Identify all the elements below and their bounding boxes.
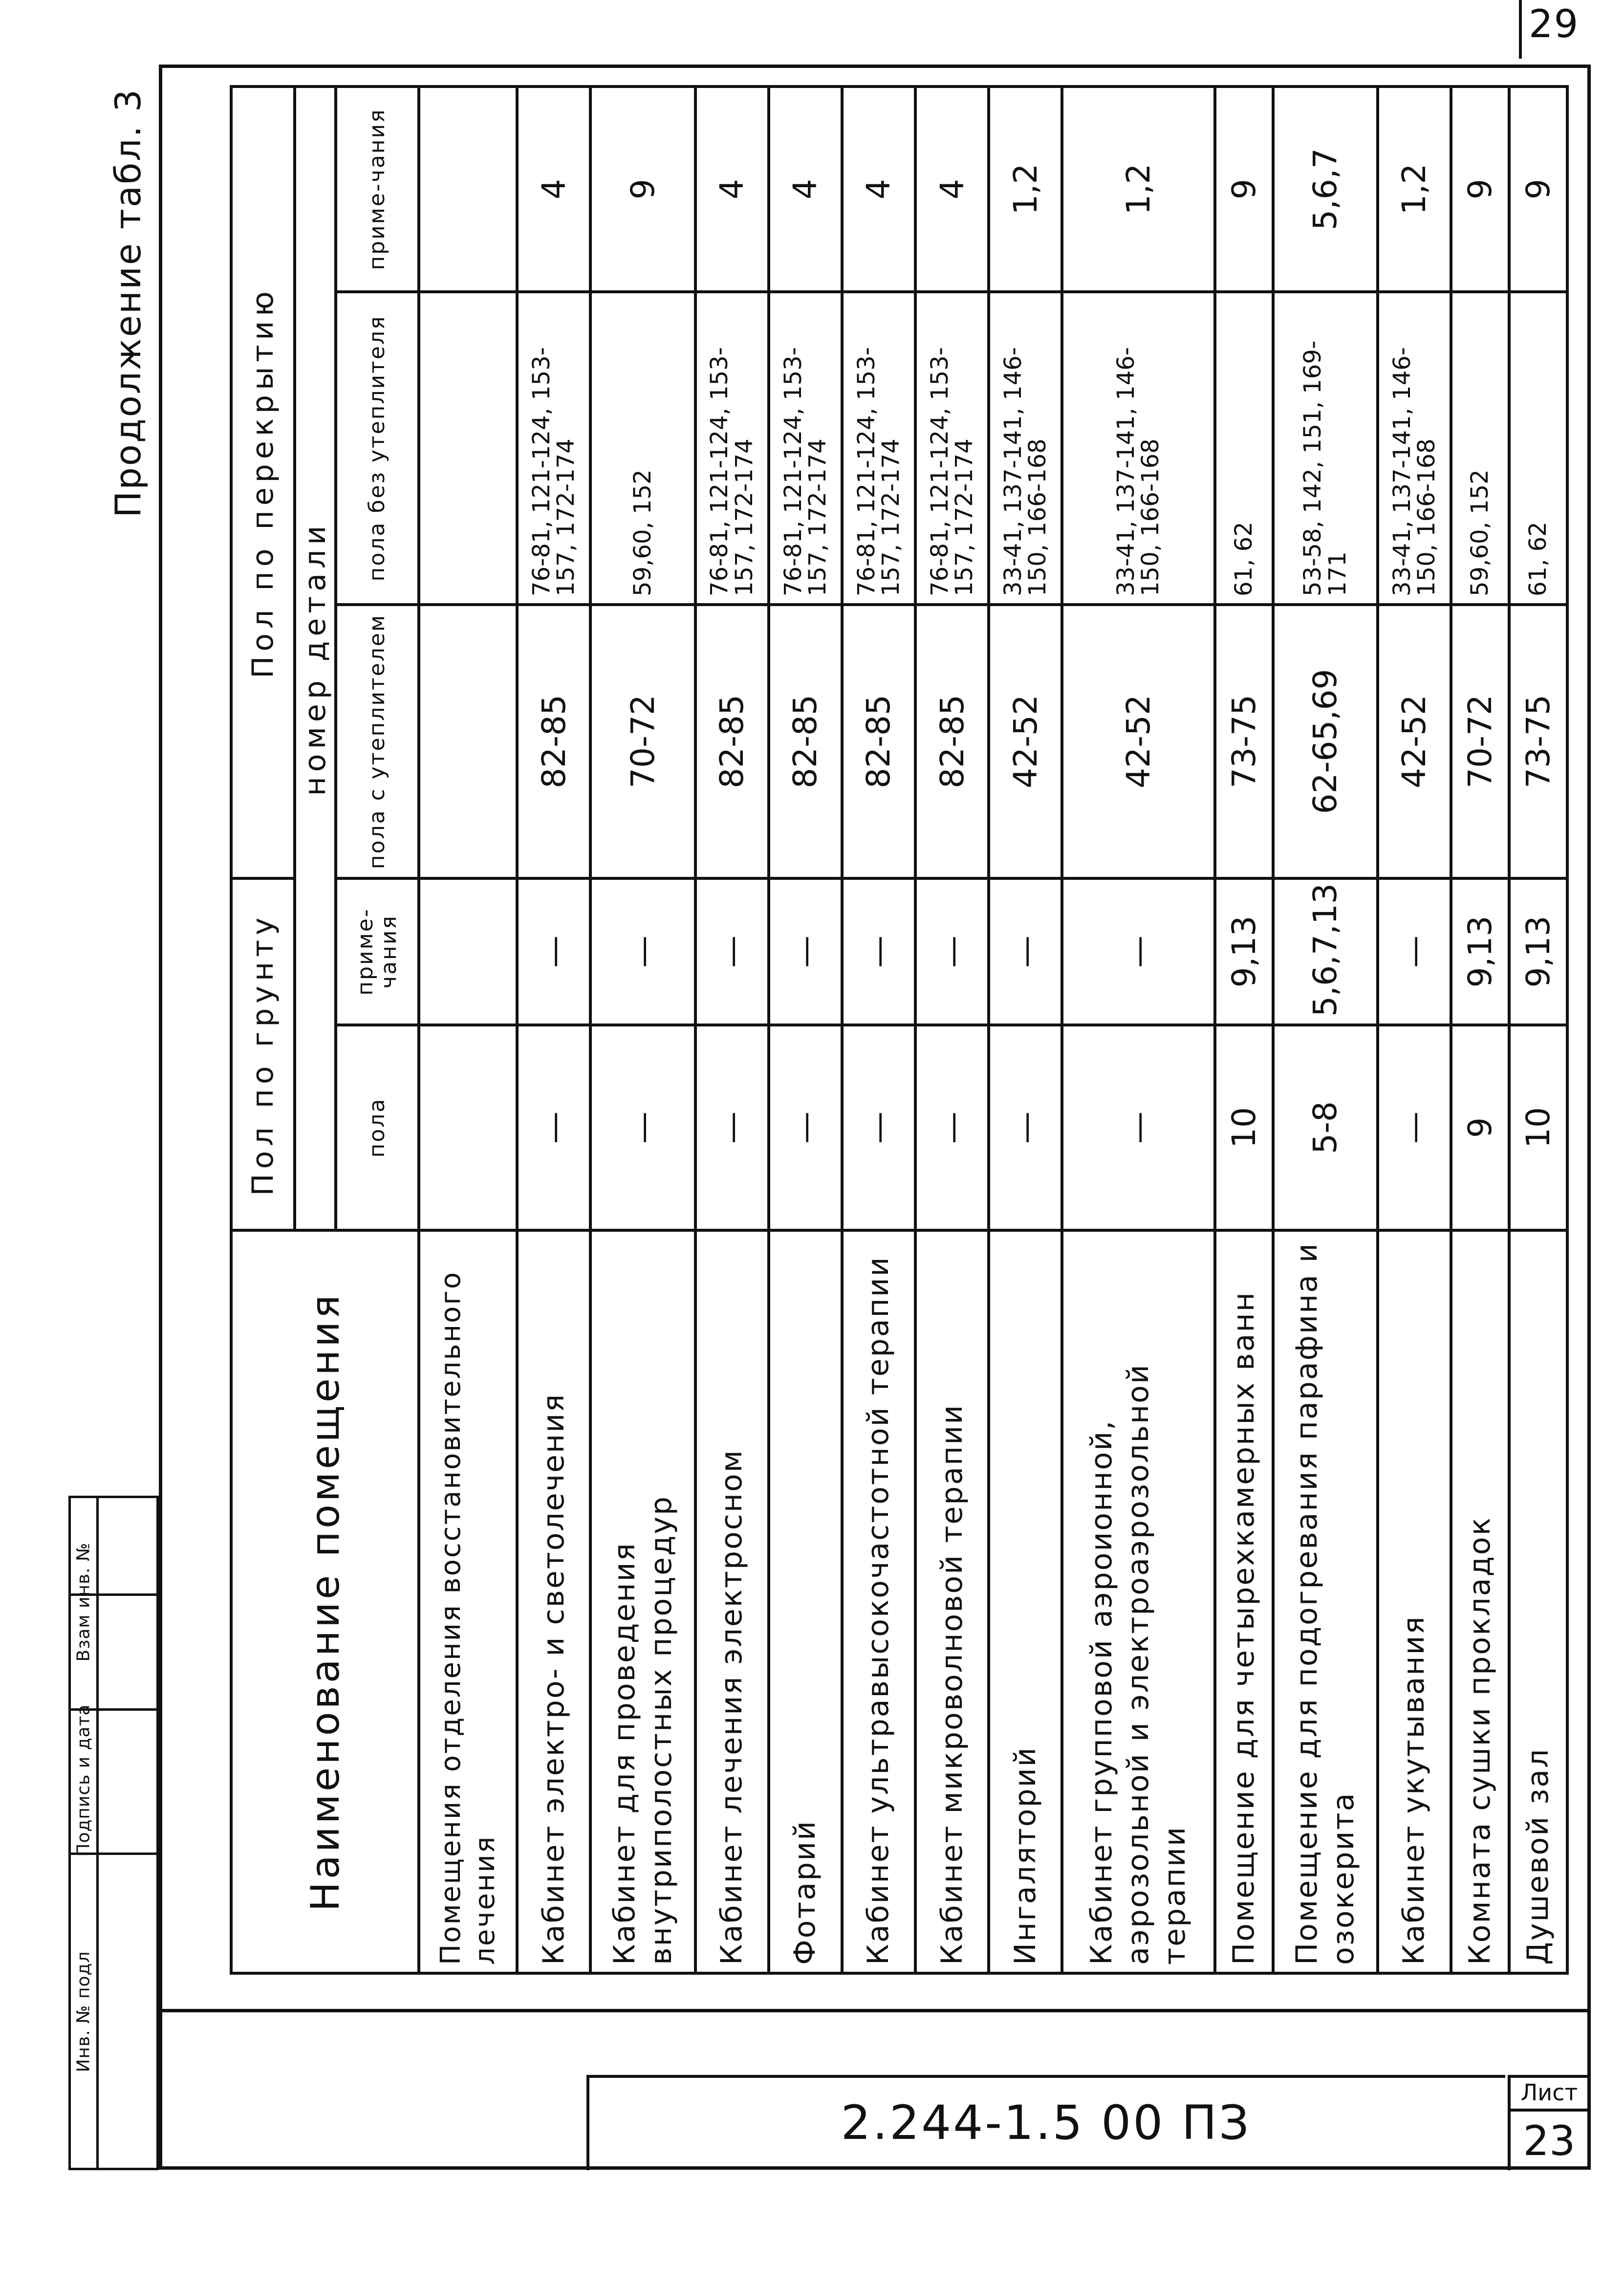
ground-notes-cell: 5,6,7,13: [1273, 878, 1378, 1025]
slab-notes-cell: [419, 87, 517, 292]
sheet-number: 23: [1523, 2117, 1576, 2165]
ground-notes-cell: —: [695, 878, 769, 1025]
room-name-cell: Кабинет укутывания: [1378, 1230, 1451, 1973]
slab-notes-cell: 4: [517, 87, 590, 292]
header-room-name: Наименование помещения: [231, 1230, 419, 1973]
table-row: [419, 87, 517, 1973]
slab-notes-cell: 9: [1215, 87, 1273, 292]
header-slab-floor: Пол по перекрытию: [231, 87, 295, 878]
ground-notes-cell: [419, 878, 517, 1025]
ground-notes-cell: —: [769, 878, 842, 1025]
ground-floor-cell: 9: [1451, 1025, 1509, 1230]
ground-notes-cell: 9,13: [1215, 878, 1273, 1025]
page-number-rule: [1519, 0, 1522, 59]
slab-notes-cell: 1,2: [1062, 87, 1214, 292]
table-row: [517, 87, 590, 1973]
with-insulation-cell: 70-72: [1451, 605, 1509, 878]
room-name-cell: Кабинет ультравысокочастотной терапии: [842, 1230, 915, 1973]
ground-floor-cell: —: [695, 1025, 769, 1230]
frame-divider: [159, 2009, 1591, 2012]
with-insulation-cell: 42-52: [989, 605, 1062, 878]
ground-floor-cell: —: [1062, 1025, 1214, 1230]
ground-notes-cell: —: [517, 878, 590, 1025]
ground-floor-cell: —: [769, 1025, 842, 1230]
room-name-cell: Помещение для подогревания парафина и озокерита: [1273, 1230, 1378, 1973]
with-insulation-cell: 82-85: [517, 605, 590, 878]
header-with-insulation: пола с утеплителем: [336, 605, 419, 878]
without-insulation-cell: 76-81, 121-124, 153-157, 172-174: [915, 292, 989, 605]
stamp-field-inv-no: Инв. № подл: [73, 1951, 94, 2072]
page-number: 29: [1529, 2, 1580, 46]
room-name-cell: Кабинет электро- и светолечения: [517, 1230, 590, 1973]
without-insulation-cell: 59,60, 152: [1451, 292, 1509, 605]
slab-notes-cell: 5,6,7: [1273, 87, 1378, 292]
header-without-insulation: пола без утеплителя: [336, 292, 419, 605]
rotated-table-block: [108, 88, 1569, 1975]
without-insulation-cell: 76-81, 121-124, 153-157, 172-174: [842, 292, 915, 605]
room-name-cell: Помещение для четырехкамерных ванн: [1215, 1230, 1273, 1973]
slab-notes-cell: 4: [769, 87, 842, 292]
slab-notes-cell: 4: [915, 87, 989, 292]
with-insulation-cell: 42-52: [1062, 605, 1214, 878]
header-detail-number: номер детали: [295, 87, 336, 1230]
stamp-field-signature: Подпись и дата: [73, 1704, 94, 1857]
table-row: [915, 87, 989, 1973]
ground-notes-cell: —: [842, 878, 915, 1025]
without-insulation-cell: 76-81, 121-124, 153-157, 172-174: [517, 292, 590, 605]
room-name-cell: Ингаляторий: [989, 1230, 1062, 1973]
with-insulation-cell: 70-72: [590, 605, 695, 878]
ground-floor-cell: 10: [1215, 1025, 1273, 1230]
table-row: [769, 87, 842, 1973]
ground-notes-cell: —: [989, 878, 1062, 1025]
table-row: [1215, 87, 1273, 1973]
table-row: [989, 87, 1062, 1973]
ground-notes-cell: 9,13: [1451, 878, 1509, 1025]
table-row: [590, 87, 695, 1973]
slab-notes-cell: 1,2: [989, 87, 1062, 292]
without-insulation-cell: [419, 292, 517, 605]
with-insulation-cell: 42-52: [1378, 605, 1451, 878]
header-ground-floor: Пол по грунту: [231, 878, 295, 1230]
with-insulation-cell: 73-75: [1509, 605, 1567, 878]
without-insulation-cell: 33-41, 137-141, 146-150, 166-168: [1378, 292, 1451, 605]
room-name-cell: Кабинет групповой аэроионной, аэрозольной и электроаэрозольной терапии: [1062, 1230, 1214, 1973]
without-insulation-cell: 61, 62: [1509, 292, 1567, 605]
ground-floor-cell: 10: [1509, 1025, 1567, 1230]
stamp-field-replacement: Взам инв. №: [73, 1542, 94, 1662]
document-code: 2.244-1.5 00 ПЗ: [841, 2095, 1251, 2150]
table-row: [1509, 87, 1567, 1973]
without-insulation-cell: 61, 62: [1215, 292, 1273, 605]
without-insulation-cell: 59,60, 152: [590, 292, 695, 605]
ground-notes-cell: 9,13: [1509, 878, 1567, 1025]
room-name-cell: Комната сушки прокладок: [1451, 1230, 1509, 1973]
with-insulation-cell: 73-75: [1215, 605, 1273, 878]
room-name-cell: Кабинет микроволновой терапии: [915, 1230, 989, 1973]
table-row: [1378, 87, 1451, 1973]
ground-floor-cell: —: [989, 1025, 1062, 1230]
ground-floor-cell: —: [915, 1025, 989, 1230]
table-row: [1062, 87, 1214, 1973]
without-insulation-cell: 53-58, 142, 151, 169-171: [1273, 292, 1378, 605]
ground-floor-cell: —: [517, 1025, 590, 1230]
ground-notes-cell: —: [590, 878, 695, 1025]
slab-notes-cell: 4: [842, 87, 915, 292]
slab-notes-cell: 9: [1451, 87, 1509, 292]
room-name-cell: Кабинет для проведения внутриполостных процедур: [590, 1230, 695, 1973]
with-insulation-cell: 82-85: [695, 605, 769, 878]
slab-notes-cell: 1,2: [1378, 87, 1451, 292]
header-slab-notes: приме-чания: [336, 87, 419, 292]
sheet-label: Лист: [1508, 2075, 1591, 2112]
header-floor: пола: [336, 1025, 419, 1230]
room-name-cell: Фотарий: [769, 1230, 842, 1973]
table-row: [842, 87, 915, 1973]
floors-table: [230, 85, 1569, 1975]
without-insulation-cell: 33-41, 137-141, 146-150, 166-168: [1062, 292, 1214, 605]
ground-notes-cell: —: [915, 878, 989, 1025]
ground-floor-cell: —: [590, 1025, 695, 1230]
without-insulation-cell: 76-81, 121-124, 153-157, 172-174: [769, 292, 842, 605]
with-insulation-cell: [419, 605, 517, 878]
room-name-cell: Душевой зал: [1509, 1230, 1567, 1973]
with-insulation-cell: 82-85: [842, 605, 915, 878]
with-insulation-cell: 82-85: [915, 605, 989, 878]
room-name-cell: Кабинет лечения электросном: [695, 1230, 769, 1973]
room-name-cell: Помещения отделения восстановительного лечения: [419, 1230, 517, 1973]
slab-notes-cell: 9: [1509, 87, 1567, 292]
with-insulation-cell: 82-85: [769, 605, 842, 878]
table-row: [1451, 87, 1509, 1973]
ground-floor-cell: [419, 1025, 517, 1230]
header-ground-notes: приме-чания: [336, 878, 419, 1025]
without-insulation-cell: 76-81, 121-124, 153-157, 172-174: [695, 292, 769, 605]
slab-notes-cell: 9: [590, 87, 695, 292]
table-row: [1273, 87, 1378, 1973]
ground-notes-cell: —: [1062, 878, 1214, 1025]
with-insulation-cell: 62-65,69: [1273, 605, 1378, 878]
slab-notes-cell: 4: [695, 87, 769, 292]
table-row: [695, 87, 769, 1973]
ground-floor-cell: —: [842, 1025, 915, 1230]
ground-notes-cell: —: [1378, 878, 1451, 1025]
ground-floor-cell: 5-8: [1273, 1025, 1378, 1230]
table-caption: Продолжение табл. 3: [108, 88, 149, 518]
without-insulation-cell: 33-41, 137-141, 146-150, 166-168: [989, 292, 1062, 605]
ground-floor-cell: —: [1378, 1025, 1451, 1230]
